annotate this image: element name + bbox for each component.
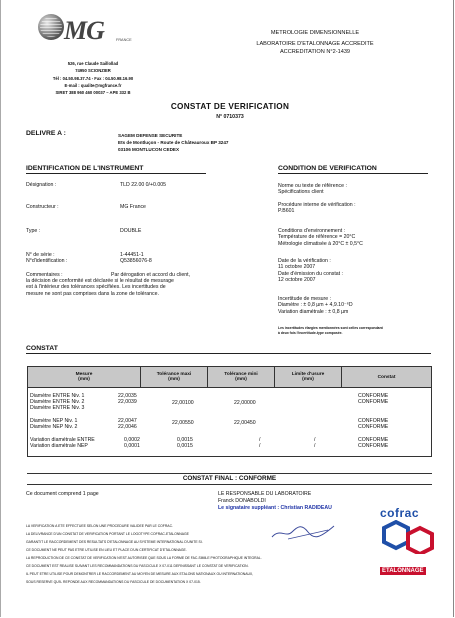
serie-label: N° de série : <box>26 252 55 258</box>
comment-label: Commentaires : <box>26 272 63 278</box>
delivre-address: SAGEM DEFENSE SECURITE Ets de Montluçon - Route de Châteauroux BP 3247 03106 MONTLUCON CEDEX <box>118 133 229 152</box>
incert-label: Incertitude de mesure : <box>278 296 332 302</box>
norme-value: Spécifications client <box>278 189 324 196</box>
company-address: 526, rue Claude Saillollad 74950 SCIONZIER Tél : 04.50.98.37.74 - Fax : 04.50.98.16.90 E-mail : qualite@mgfrance.fr SIRET 388 960 460 00037 – APE 332 B <box>52 61 134 96</box>
constat-final: CONSTAT FINAL : CONFORME <box>27 473 432 485</box>
constat-table-header <box>27 366 432 388</box>
table-row: Variation diamétrale ENTRE <box>30 437 95 443</box>
delivre-label: DELIVRE A : <box>26 130 66 137</box>
table-row: Variation diamétrale NEP <box>30 443 88 449</box>
legal-text: LA VERIFICATION A ETE EFFECTUEE SELON UNE PROCEDURE VALIDEE PAR LE COFRAC. LA DELIVRANCE D'UN CONSTAT DE VERIFICATION PORTANT LE LOGOTYPE COFRAC-ETALONNAGE GARANTIT LE RACCORDEMENT DES RESULTATS D'ETALONNAGE AU SYSTEME INTERNATIONAL D'UNITE SI. CE DOCUMENT NE PEUT PAS ETRE UTILISE EN LIEU ET PLACE D'UN CERTIFICAT D'ETALONNAGE. LA REPRODUCTION DE CE CONSTAT DE VERIFICATION N'EST AUTORISEE QUE SOUS LA FORME DE FAC-SIMILE PHOTOGRAPHIQUE INTEGRAL. CE DOCUMENT EST REALISE SUIVANT LES RECOMMANDATIONS DU FASCICULE X 07-011 DEFINISSANT LE CONSTAT DE VERIFICATION. IL PEUT ETRE UTILISE POUR DEMONTRER LE RACCORDEMENT AU MOYEN DE MESURE AUX ETALONS NATIONAUX OU INTERNATIONAUX, SOUS RESERVE QU'IL REPONDE AUX RECOMMANDATIONS DU FASCICULE DE DOCUMENTATION X 07-015. <box>26 524 262 584</box>
serie-value: 1-44451-1 <box>120 252 144 258</box>
lab-header: METROLOGIE DIMENSIONNELLE LABORATOIRE D'ETALONNAGE ACCREDITE ACCREDITATION N°2-1439 <box>256 30 374 55</box>
constructeur-value: MG France <box>120 204 146 210</box>
table-row: Diamètre ENTRE Niv. 3 <box>30 405 85 411</box>
emission-value: 12 octobre 2007 <box>278 277 316 284</box>
ident-label: N°d'identification : <box>26 258 68 264</box>
table-row: Diamètre NEP Niv. 2 <box>30 424 78 430</box>
table-row: Diamètre ENTRE Niv. 1 <box>30 393 85 399</box>
col-mesure: Mesure (mm) <box>28 367 141 388</box>
col-tol-min: Tolérance mini (mm) <box>208 367 275 388</box>
designation-label: Désignation : <box>26 182 57 188</box>
ident-title: IDENTIFICATION DE L'INSTRUMENT <box>26 165 144 172</box>
document-title: CONSTAT DE VERIFICATION <box>170 102 290 111</box>
signature-icon <box>268 520 338 542</box>
page-count: Ce document comprend 1 page <box>26 491 99 497</box>
incert-note: Les incertitudes élargies mentionnées sont celles correspondant à deux fois l'incertitude-type composée. <box>278 326 383 335</box>
incert-value-2: Variation diamétrale : ± 0,8 µm <box>278 308 349 315</box>
env-label: Conditions d'environnement : <box>278 228 346 234</box>
logo-france: FRANCE <box>116 38 132 42</box>
responsible: LE RESPONSABLE DU LABORATOIRE Franck DONABOLDI Le signataire suppléant : Christian RADIDEAU <box>218 491 332 511</box>
condition-title: CONDITION DE VERIFICATION <box>278 165 377 172</box>
col-usure: Limite d'usure (mm) <box>275 367 342 388</box>
date-value: 11 octobre 2007 <box>278 264 316 271</box>
cofrac-logo: cofrac ETALONNAGE <box>380 506 442 577</box>
designation-value: TLD 22.00 0/+0.005 <box>120 182 167 188</box>
norme-label: Norme ou texte de référence : <box>278 183 347 189</box>
document-number: N° 0710373 <box>216 114 244 120</box>
date-label: Date de la vérification : <box>278 258 331 264</box>
type-label: Type : <box>26 228 41 234</box>
table-row: Diamètre NEP Niv. 1 <box>30 418 78 424</box>
col-tol-max: Tolérance maxi (mm) <box>141 367 208 388</box>
env-value-1: Température de référence = 20°C <box>278 234 356 241</box>
table-row: Diamètre ENTRE Niv. 2 <box>30 399 85 405</box>
env-value-2: Métrologie climatisée à 20°C ± 0,5°C <box>278 240 363 247</box>
incert-value-1: Diamètre : ± 0,8 µm + 4,9.10⁻⁶D <box>278 302 353 309</box>
cofrac-hexagon-icon <box>380 520 440 554</box>
procedure-value: P.B601 <box>278 208 295 215</box>
logo-mg: MG <box>64 16 104 45</box>
comment-text: Par dérogation et accord du client, la décision de conformité est déclarée si le résultat de mesurage est à l'intérieur des tolérances spécifiées. Les incertitudes de mesure ne sont pas comprises dans la zone de tolérance. <box>26 272 191 297</box>
constat-title: CONSTAT <box>26 345 58 352</box>
col-constat: Constat <box>342 367 432 388</box>
procedure-label: Procédure interne de vérification : <box>278 202 356 208</box>
constructeur-label: Constructeur : <box>26 204 59 210</box>
type-value: DOUBLE <box>120 228 142 234</box>
ident-value: Q53856076-8 <box>120 258 152 264</box>
emission-label: Date d'émission du constat : <box>278 270 344 277</box>
